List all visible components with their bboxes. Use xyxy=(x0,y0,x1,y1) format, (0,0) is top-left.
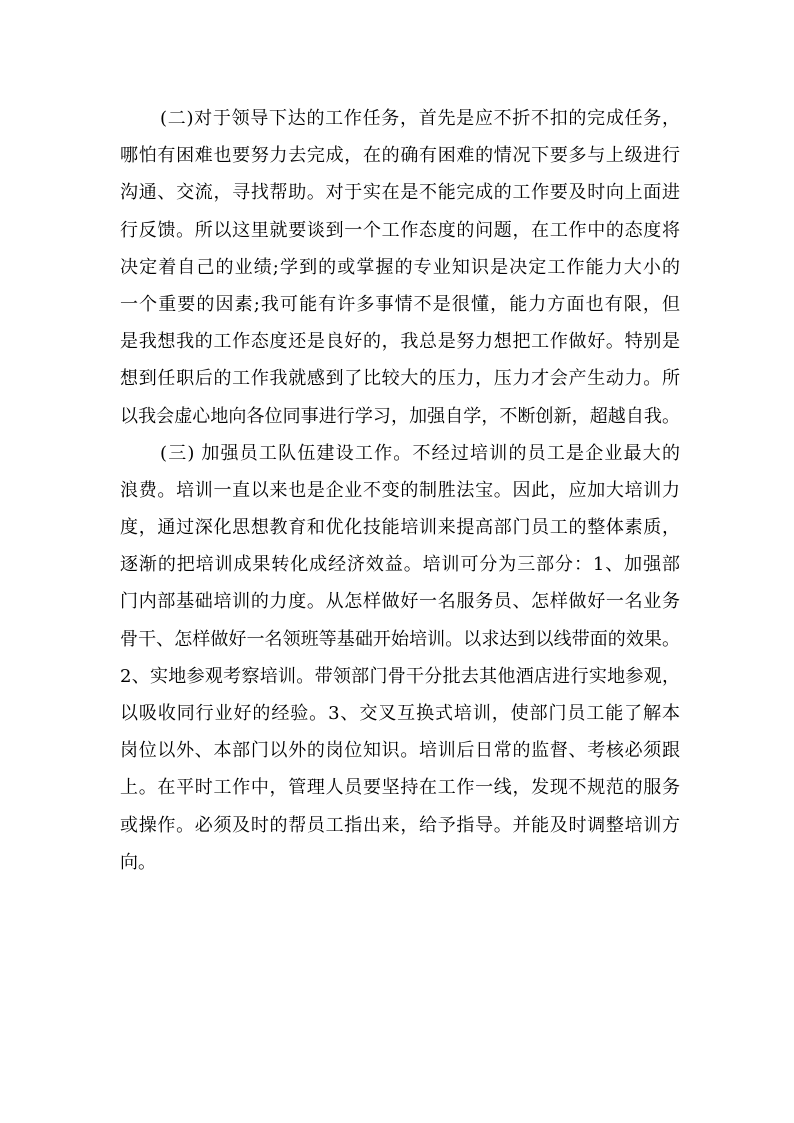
text-line: 岗位以外、本部门以外的岗位知识。培训后日常的监督、考核必须跟 xyxy=(120,740,680,762)
text-line: 向。 xyxy=(120,851,156,873)
text-line: 以吸收同行业好的经验。3、交叉互换式培训，使部门员工能了解本 xyxy=(120,703,680,724)
text-line: 度，通过深化思想教育和优化技能培训来提高部门员工的整体素质， xyxy=(120,517,680,539)
text-line: 门内部基础培训的力度。从怎样做好一名服务员、怎样做好一名业务 xyxy=(120,591,680,613)
text-line: 哪怕有困难也要努力去完成，在的确有困难的情况下要多与上级进行 xyxy=(120,145,680,167)
text-line: 以我会虚心地向各位同事进行学习，加强自学，不断创新，超越自我。 xyxy=(120,405,680,427)
text-line: 或操作。必须及时的帮员工指出来，给予指导。并能及时调整培训方 xyxy=(120,814,680,836)
document-body xyxy=(120,100,680,881)
text-line: 上。在平时工作中，管理人员要坚持在工作一线，发现不规范的服务 xyxy=(120,777,680,799)
text-line: 2、实地参观考察培训。带领部门骨干分批去其他酒店进行实地参观， xyxy=(120,665,680,687)
text-line: 沟通、交流，寻找帮助。对于实在是不能完成的工作要及时向上面进 xyxy=(120,182,680,204)
text-line: 是我想我的工作态度还是良好的，我总是努力想把工作做好。特别是 xyxy=(120,331,680,353)
text-line: (二)对于领导下达的工作任务，首先是应不折不扣的完成任务， xyxy=(160,108,680,129)
text-line: 决定着自己的业绩;学到的或掌握的专业知识是决定工作能力大小的 xyxy=(120,256,680,278)
text-line: 浪费。培训一直以来也是企业不变的制胜法宝。因此，应加大培训力 xyxy=(120,479,680,501)
text-line: 想到任职后的工作我就感到了比较大的压力，压力才会产生动力。所 xyxy=(120,368,680,390)
text-line: 行反馈。所以这里就要谈到一个工作态度的问题，在工作中的态度将 xyxy=(120,219,680,241)
text-line: 一个重要的因素;我可能有许多事情不是很懂，能力方面也有限，但 xyxy=(120,293,680,315)
text-line: 逐渐的把培训成果转化成经济效益。培训可分为三部分：1、加强部 xyxy=(120,554,680,576)
text-line: 骨干、怎样做好一名领班等基础开始培训。以求达到以线带面的效果。 xyxy=(120,628,680,650)
text-line: (三) 加强员工队伍建设工作。不经过培训的员工是企业最大的 xyxy=(160,442,680,464)
